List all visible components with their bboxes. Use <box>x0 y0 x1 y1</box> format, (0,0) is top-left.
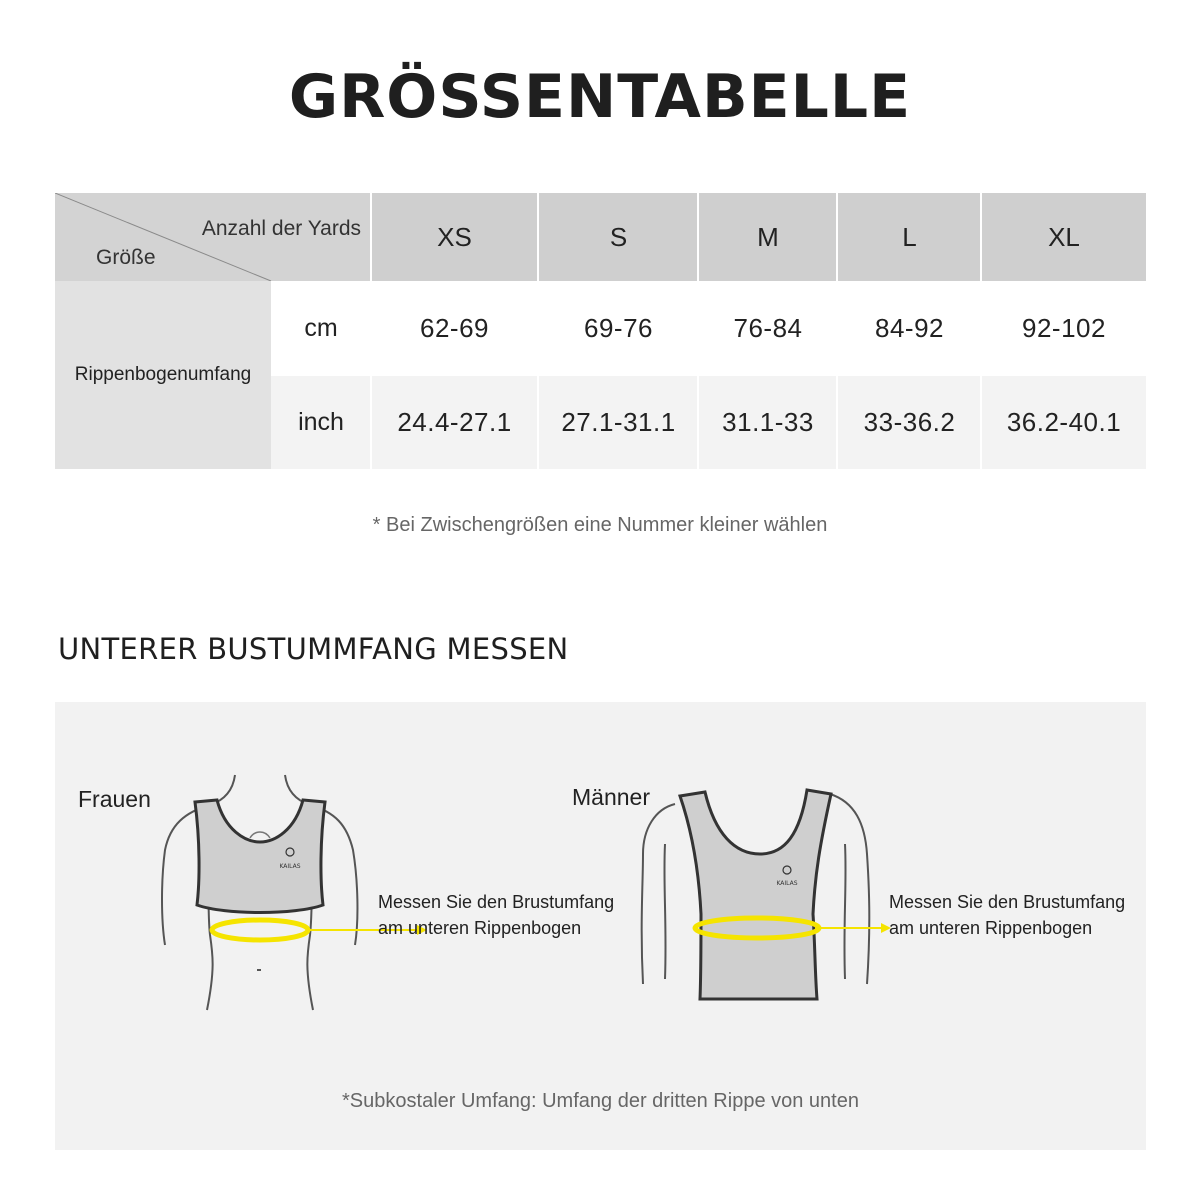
corner-label-yards: Anzahl der Yards <box>201 217 361 240</box>
size-header-xs: XS <box>371 193 538 281</box>
inch-value-xl: 36.2-40.1 <box>982 376 1146 469</box>
column-divider <box>370 193 372 469</box>
cm-value-l: 84-92 <box>838 281 981 376</box>
women-instruction <box>378 889 614 941</box>
size-header-m: M <box>699 193 837 281</box>
table-corner-cell <box>55 193 371 281</box>
unit-inch: inch <box>271 376 371 469</box>
inch-value-l: 33-36.2 <box>838 376 981 469</box>
women-instruction-line1: Messen Sie den Brustumfang <box>378 892 615 912</box>
size-note: * Bei Zwischengrößen eine Nummer kleiner wählen <box>372 514 828 536</box>
size-header-s: S <box>539 193 698 281</box>
size-table <box>55 193 1146 469</box>
column-divider <box>697 193 699 469</box>
brand-logo-women: KAILAS <box>279 863 301 870</box>
measurement-panel <box>55 702 1146 1150</box>
column-divider <box>836 193 838 469</box>
section-title: UNTERER BUSTUMMFANG MESSEN <box>58 632 569 666</box>
women-instruction-line2: am unteren Rippenbogen <box>378 918 582 938</box>
page-title: GRÖSSENTABELLE <box>288 62 912 132</box>
men-label: Männer <box>572 784 650 810</box>
inch-value-xs: 24.4-27.1 <box>371 376 538 469</box>
women-label: Frauen <box>78 786 151 812</box>
men-arrow-icon <box>815 918 895 938</box>
column-divider <box>537 193 539 469</box>
inch-value-m: 31.1-33 <box>699 376 837 469</box>
size-header-xl: XL <box>982 193 1146 281</box>
unit-cm: cm <box>271 281 371 376</box>
row-label-rib-circumference: Rippenbogenumfang <box>55 281 271 469</box>
subcostal-note: *Subkostaler Umfang: Umfang der dritten Rippe von unten <box>342 1090 859 1112</box>
column-divider <box>980 193 982 469</box>
brand-logo-men: KAILAS <box>776 880 798 887</box>
men-instruction-line2: am unteren Rippenbogen <box>889 918 1093 938</box>
inch-value-s: 27.1-31.1 <box>539 376 698 469</box>
men-instruction <box>889 889 1125 941</box>
men-instruction-line1: Messen Sie den Brustumfang <box>889 892 1126 912</box>
cm-value-xl: 92-102 <box>982 281 1146 376</box>
cm-value-s: 69-76 <box>539 281 698 376</box>
size-header-l: L <box>838 193 981 281</box>
cm-value-m: 76-84 <box>699 281 837 376</box>
cm-value-xs: 62-69 <box>371 281 538 376</box>
corner-label-size: Größe <box>96 246 156 269</box>
